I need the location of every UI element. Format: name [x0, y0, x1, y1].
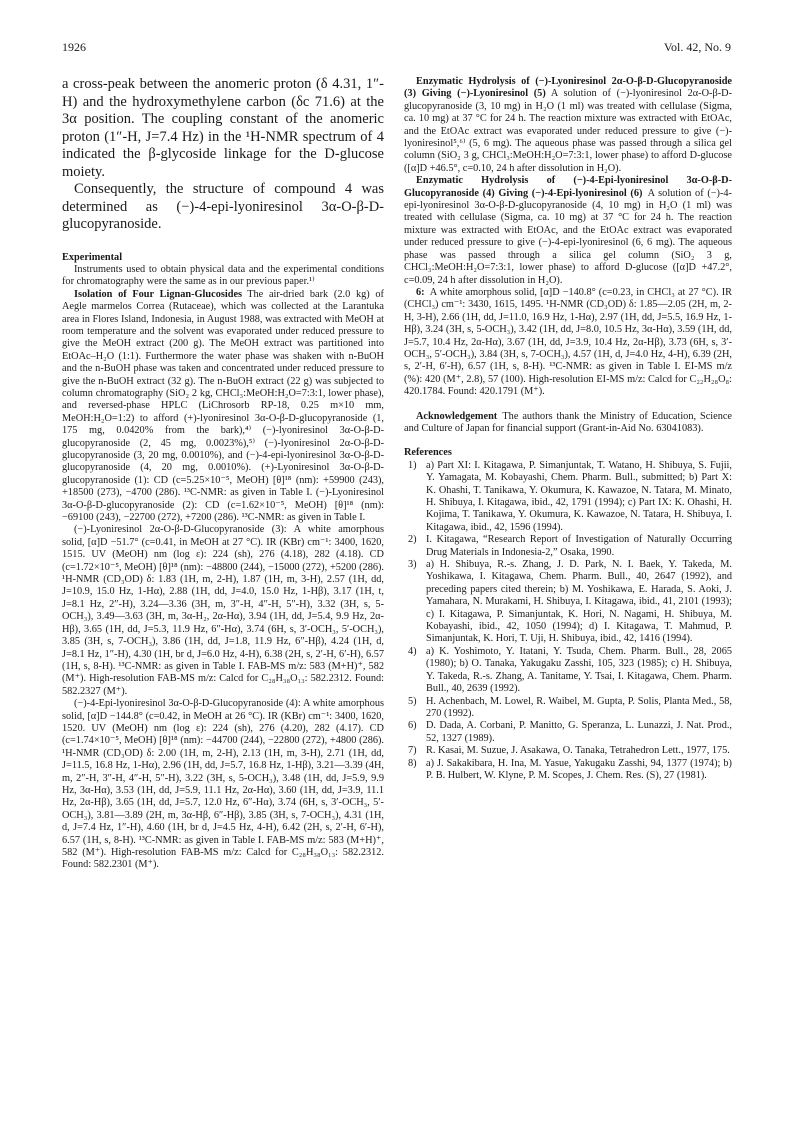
reference-item [404, 460, 732, 534]
reference-number: 8) [408, 757, 417, 769]
reference-text: a) J. Sakakibara, H. Ina, M. Yasue, Yakugaku Zasshi, 94, 1377 (1974); b) P. B. Hulbert, W. Klyne, P. M. Scopes, J. Chem. Res. (S), 27 (1981). [426, 757, 732, 781]
reference-number: 4) [408, 645, 417, 657]
journal-issue: Vol. 42, No. 9 [663, 40, 731, 54]
compound-4-heading: (−)-4-Epi-lyoniresinol 3α-O-β-D-Glucopyranoside (4): [74, 698, 301, 710]
left-column [62, 76, 384, 872]
reference-text: D. Dada, A. Corbani, P. Manitto, G. Speranza, L. Lunazzi, J. Nat. Prod., 52, 1327 (1989). [426, 720, 732, 744]
compound-4-text: A white amorphous solid, [α]D −144.8° (c=0.42, in MeOH at 26 °C). IR (KBr) cm⁻¹: 3400, 1620, 1520. UV (MeOH) nm (log ε): 224 (sh), 276 (4.20), 282 (4.17). CD (c=1.74×10⁻⁵, MeOH) [θ]¹⁸ (nm): −44700 (244), −22800 (272), +4800 (286). ¹H-NMR (CD₃OD) δ: 2.00 (1H, m, 2-H), 2.13 (1H, m, 3-H), 2.71 (1H, dd, J=11.5, 16.8 Hz, 1-Hα), 2.96 (1H, dd, J=5.7, 16.8 Hz, 1-Hβ), 3.21—3.39 (4H, m, 2″-H, 3″-H, 4″-H, 5″-H), 3.22 (3H, s, 5-OCH₃), 3.48 (1H, dd, J=5.9, 9.9 Hz, 3α-Hα), 3.53 (1H, dd, J=5.9, 11.1 Hz, 2α-Hα), 3.60 (1H, dd, J=3.9, 11.1 Hz, 2α-Hβ), 3.65 (1H, dd, J=5.7, 12.0 Hz, 6″-Hα), 3.74 (6H, s, 3′-OCH₃, 5′-OCH₃), 3.81—3.89 (2H, m, 3α-Hβ, 6″-Hβ), 3.85 (3H, s, 7-OCH₃), 4.31 (1H, d, J=7.4 Hz, 1″-H), 4.60 (1H, br d, J=4.5 Hz, 4-H), 6.42 (2H, s, 2′-H, 6′-H), 6.57 (1H, s, 8-H). ¹³C-NMR: as given in Table I. FAB-MS m/z: 583 (M+H)⁺, 582 (M⁺). High-resolution FAB-MS m/z: Calcd for C₂₈H₃₈O₁₃: 582.2312. Found: 582.2301 (M⁺). [62, 698, 385, 871]
compound-3-heading: (−)-Lyoniresinol 2α-O-β-D-Glucopyranoside (3): [74, 524, 287, 536]
reference-item [404, 559, 732, 646]
hydrolysis-2-paragraph [404, 175, 732, 287]
compound-6-text: A white amorphous solid, [α]D −140.8° (c=0.23, in CHCl₃ at 27 °C). IR (CHCl₃) cm⁻¹: 3430, 1615, 1495. ¹H-NMR (CD₃OD) δ: 1.85—2.05 (2H, m, 2-H, 3-H), 2.66 (1H, dd, J=11.0, 16.9 Hz, 1-Hα), 2.97 (1H, dd, J=5.5, 16.9 Hz, 1-Hβ), 3.24 (3H, s, 5-OCH₃), 3.42 (1H, dd, J=8.0, 10.5 Hz, 3α-Hα), 3.59 (1H, dd, J=5.7, 10.4 Hz, 2α-Hα), 3.67 (1H, dd, J=3.9, 10.4 Hz, 2α-Hβ), 3.73 (6H, s, 3′-OCH₃, 5′-OCH₃), 3.84 (3H, s, 7-OCH₃), 4.57 (1H, d, J=4.0 Hz, 4-H), 6.39 (2H, s, 2′-H, 6′-H), 6.57 (1H, s, 8-H). ¹³C-NMR: as given in Table I. EI-MS m/z (%): 420 (M⁺, 2.8), 57 (100). High-resolution EI-MS m/z: Calcd for C₂₂H₂₈O₈: 420.1784. Found: 420.1791 (M⁺). [404, 286, 732, 398]
reference-number: 7) [408, 745, 417, 757]
reference-item [404, 646, 732, 696]
hydrolysis-1-heading: Enzymatic Hydrolysis of (−)-Lyoniresinol 2α-O-β-D-Glucopyranoside (3) Giving (−)-Lyoniresinol (5) [404, 76, 732, 100]
hydrolysis-1-text: A solution of (−)-lyoniresinol 2α-O-β-D-glucopyranoside (3, 10 mg) in H₂O (1 ml) was treated with cellulase (Sigma, ca. 10 mg) at 37 °C for 24 h. The reaction mixture was extracted with EtOAc, and the EtOAc extract was evaporated under reduced pressure to give (−)-lyoniresinol⁵,⁶⁾ (5, 6 mg). The aqueous phase was passed through a silica gel column (SiO₂ 3 g, CHCl₃:MeOH:H₂O=7:3:1, lower phase) to afford D-glucose ([α]D +46.5°, c=0.10, 24 h after dissolution in H₂O). [404, 88, 732, 174]
reference-item [404, 696, 732, 721]
compound-6-paragraph [404, 287, 732, 399]
reference-number: 2) [408, 534, 417, 546]
acknowledgement-paragraph [404, 411, 732, 436]
reference-item [404, 720, 732, 745]
reference-number: 5) [408, 695, 417, 707]
reference-item [404, 758, 732, 783]
isolation-paragraph [62, 289, 384, 525]
page-number: 1926 [62, 40, 86, 54]
hydrolysis-2-heading: Enzymatic Hydrolysis of (−)-4-Epi-lyoniresinol 3α-O-β-D-Glucopyranoside (4) Giving (−)-4-Epi-lyoniresinol (6) [404, 175, 732, 199]
compound-4-paragraph [62, 698, 384, 872]
isolation-heading: Isolation of Four Lignan-Glucosides [74, 288, 243, 300]
reference-text: a) Part XI: I. Kitagawa, P. Simanjuntak, T. Watano, H. Shibuya, S. Fujii, Y. Yamagata, M. Kobayashi, Chem. Pharm. Bull., submitted; b) Part X: K. Ohashi, T. Tanikawa, Y. Okumura, K. Kawazoe, N. Tatara, M. Minato, H. Shibuya, I. Kitagawa, ibid., 42, 1791 (1994); c) Part IX: K. Ohashi, H. Kojima, T. Tanikawa, Y. Okumura, K. Kawazoe, N. Tatara, H. Shibuya, I. Kitagawa, ibid., 42, 1596 (1994). [426, 459, 732, 533]
compound-6-label: 6: [416, 286, 425, 298]
reference-item [404, 534, 732, 559]
acknowledgement-text: The authors thank the Ministry of Education, Science and Culture of Japan for financial support (Grant-in-Aid No. 63041083). [404, 410, 732, 434]
compound-3-text: A white amorphous solid, [α]D −51.7° (c=0.41, in MeOH at 27 °C). IR (KBr) cm⁻¹: 3400, 1620, 1515. UV (MeOH) nm (log ε): 224 (sh), 276 (4.18), 282 (4.18). CD (c=1.72×10⁻⁵, MeOH) [θ]¹⁸ (nm): −48800 (244), −15000 (272), +5200 (286). ¹H-NMR (CD₃OD) δ: 1.83 (1H, m, 2-H), 1.87 (1H, m, 3-H), 2.57 (1H, dd, J=10.9, 15.0 Hz, 1-Hα), 2.88 (1H, dd, J=4.0, 15.0 Hz, 1-Hβ), 3.17 (1H, t, J=8.1 Hz, 2″-H), 3.24—3.36 (3H, m, 3″-H, 4″-H, 5″-H), 3.32 (3H, s, 5-OCH₃), 3.49—3.63 (3H, m, 3α-H₂, 2α-Hα), 3.94 (1H, dd, J=5.4, 9.9 Hz, 2α-Hβ), 3.65 (1H, dd, J=5.3, 11.9 Hz, 6″-Hα), 3.74 (6H, s, 3′-OCH₃, 5′-OCH₃), 3.85 (3H, s, 7-OCH₃), 3.86 (1H, dd, J=1.8, 11.9 Hz, 6″-Hβ), 4.24 (1H, d, J=8.1 Hz, 1″-H), 4.30 (1H, br d, J=6.0 Hz, 4-H), 6.38 (2H, s, 2′-H, 6′-H), 6.57 (1H, s, 8-H). ¹³C-NMR: as given in Table I. FAB-MS m/z: 583 (M+H)⁺, 582 (M⁺). High-resolution FAB-MS m/z: Calcd for C₂₈H₃₈O₁₃: 582.2312. Found: 582.2327 (M⁺). [62, 524, 384, 697]
reference-text: a) K. Yoshimoto, Y. Itatani, Y. Tsuda, Chem. Pharm. Bull., 28, 2065 (1980); b) O. Tanaka, Yakugaku Zasshi, 105, 323 (1985); c) H. Shibuya, Y. Takeda, R.-s. Zhang, A. Tanitame, Y. Tsai, I. Kitagawa, Chem. Pharm. Bull., 40, 2639 (1992). [426, 645, 732, 695]
experimental-heading: Experimental [62, 251, 123, 263]
reference-text: I. Kitagawa, “Research Report of Investigation of Naturally Occurring Drug Materials in Indonesia-2,” Osaka, 1990. [426, 534, 732, 558]
reference-text: R. Kasai, M. Suzue, J. Asakawa, O. Tanaka, Tetrahedron Lett., 1977, 175. [426, 745, 730, 757]
intro-paragraph-1: a cross-peak between the anomeric proton (δ 4.31, 1″-H) and the hydroxymethylene carbon (δc 71.6) at the 3α position. The coupling constant of the anomeric proton (1″-H, J=7.4 Hz) in the ¹H-NMR spectrum of 4 indicated the β-glycoside linkage for the D-glucose moiety. [62, 76, 384, 180]
reference-list [404, 460, 732, 783]
reference-item [404, 745, 732, 757]
references-heading: References [404, 447, 452, 459]
experimental-paragraph: Instruments used to obtain physical data and the experimental conditions for chromatography were the same as in our previous paper.¹⁾ [62, 263, 384, 288]
hydrolysis-1-paragraph [404, 76, 732, 175]
hydrolysis-2-text: A solution of (−)-4-epi-lyoniresinol 3α-O-β-D-glucopyranoside (4, 10 mg) in H₂O (1 ml) was treated with cellulase (Sigma, ca. 10 mg) at 37 °C for 24 h. The reaction mixture was extracted with EtOAc, and the EtOAc extract was evaporated under reduced pressure to give (−)-4-epi-lyoniresinol (6, 6 mg). The aqueous phase was passed through a silica gel column (SiO₂ 3 g, CHCl₃:MeOH:H₂O=7:3:1, lower phase) to afford D-glucose ([α]D +47.2°, c=0.09, 24 h after dissolution in H₂O). [404, 187, 732, 286]
reference-text: H. Achenbach, M. Lowel, R. Waibel, M. Gupta, P. Solis, Planta Med., 58, 270 (1992). [426, 695, 732, 719]
reference-number: 3) [408, 559, 417, 571]
right-column [404, 76, 732, 782]
compound-3-paragraph [62, 524, 384, 698]
isolation-text: The air-dried bark (2.0 kg) of Aegle marmelos Correa (Rutaceae), which was collected at the Larantuka area in Flores Island, Indonesia, in August 1988, was extracted with MeOH at room temperature and the solvent was evaporated under reduced pressure to give the MeOH extract (200 g). The MeOH extract was partitioned into EtOAc–H₂O (1:1). Furthermore the water phase was shaken with n-BuOH and the n-BuOH phase was taken and concentrated under reduced pressure to give the n-BuOH extract (32 g). The n-BuOH extract (22 g) was subjected to column chromatography (SiO₂ 2 kg, CHCl₃:MeOH:H₂O=7:3:1, lower phase), and reversed-phase HPLC (LiChrosorb RP-18, 0.25 m×10 mm, MeOH:H₂O=1:2) to afford (+)-lyoniresinol 3α-O-β-D-glucopyranoside (1, 175 mg, 0.0420% from the bark),⁴⁾ (−)-lyoniresinol 3α-O-β-D-glucopyranoside (2, 45 mg, 0.0023%),⁵⁾ (−)-lyoniresinol 2α-O-β-D-glucopyranoside (3, 20 mg, 0.0010%), and (−)-4-epi-lyoniresinol 3α-O-β-D-glucopyranoside (4, 20 mg, 0.0010%). (+)-Lyoniresinol 3α-O-β-D-glucopyranoside (1): CD (c=5.25×10⁻⁵, MeOH) [θ]¹⁸ (nm): +59900 (243), +18500 (273), −4700 (286). ¹³C-NMR: as given in Table I. (−)-Lyoniresinol 3α-O-β-D-glucopyranoside (2): CD (c=1.62×10⁻⁵, MeOH) [θ]¹⁸ (nm): −69100 (243), −22700 (272), +7200 (286). ¹³C-NMR: as given in Table I. [62, 288, 384, 524]
reference-number: 1) [408, 459, 417, 471]
intro-paragraph-2: Consequently, the structure of compound 4 was determined as (−)-4-epi-lyoniresinol 3α-O-β-D-glucopyranoside. [62, 181, 384, 232]
reference-text: a) H. Shibuya, R.-s. Zhang, J. D. Park, N. I. Baek, Y. Takeda, M. Yoshikawa, I. Kitagawa, Chem. Pharm. Bull., 40, 2647 (1992), and preceding papers cited therein; b) M. Yoshikawa, E. Harada, S. Aoki, J. Yamahara, N. Murakami, H. Shibuya, I. Kitagawa, ibid., 41, 2101 (1993); c) I. Kitagawa, P. Simanjuntak, K. Hori, N. Nagami, H. Shibuya, M. Kobayashi, ibid., 42, 1050 (1994); d) I. Kitagawa, T. Mahmud, P. Simanjuntak, K. Hori, T. Uji, H. Shibuya, ibid., 42, 1416 (1994). [426, 559, 732, 645]
acknowledgement-heading: Acknowledgement [416, 410, 498, 422]
reference-number: 6) [408, 720, 417, 732]
